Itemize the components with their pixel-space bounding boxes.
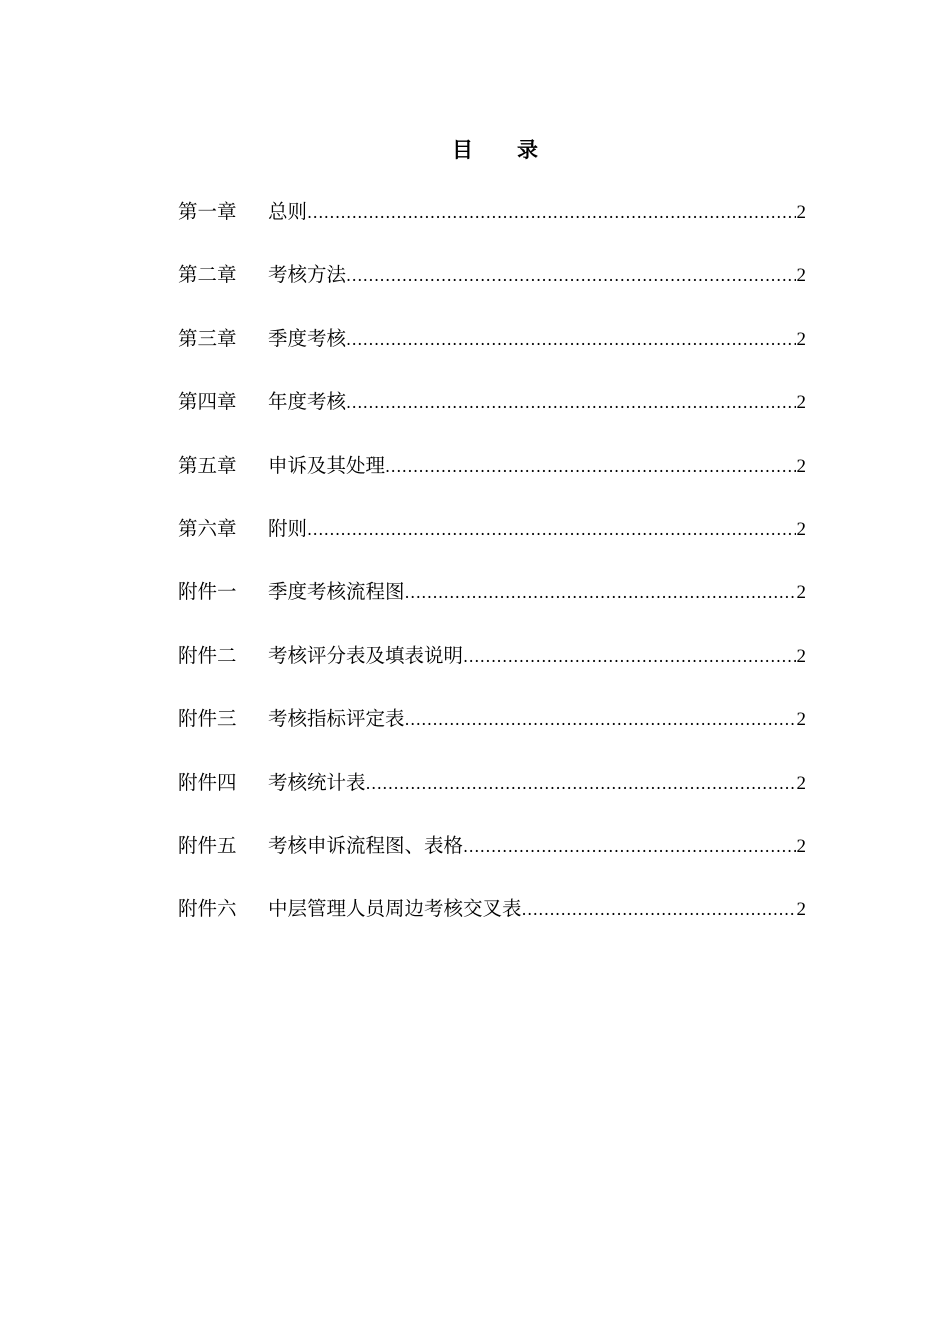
- toc-entry-page-number: 2: [796, 518, 806, 540]
- toc-entry-number: 附件四: [178, 770, 237, 794]
- toc-entry-number: 附件二: [178, 643, 237, 667]
- toc-entry-page-number: 2: [796, 328, 806, 350]
- dot-leader: [463, 831, 795, 863]
- toc-entry-page-number: 2: [796, 835, 806, 857]
- toc-entry-number: 附件六: [178, 897, 237, 921]
- toc-entry-title: 考核申诉流程图、表格: [268, 833, 464, 857]
- toc-entry-page-number: 2: [796, 392, 806, 414]
- dot-leader: [346, 260, 795, 292]
- toc-entry-chapter-6[interactable]: [178, 513, 806, 576]
- dot-leader: [366, 768, 796, 800]
- toc-entry-title: 考核评分表及填表说明: [268, 643, 464, 667]
- toc-title-char-2: 录: [517, 137, 538, 162]
- toc-entry-title: 中层管理人员周边考核交叉表: [268, 897, 522, 921]
- toc-entry-title: 年度考核: [268, 390, 347, 414]
- toc-entry-title: 总则: [268, 200, 308, 223]
- toc-entry-number: 附件一: [178, 580, 237, 604]
- toc-entry-appendix-6[interactable]: [178, 893, 806, 956]
- toc-entry-chapter-1[interactable]: [178, 196, 806, 259]
- toc-entry-page-number: 2: [796, 772, 806, 794]
- dot-leader: [346, 324, 795, 356]
- toc-entry-title: 附则: [268, 516, 308, 540]
- dot-leader: [463, 641, 795, 673]
- toc-entry-chapter-4[interactable]: [178, 386, 806, 449]
- dot-leader: [405, 704, 796, 736]
- toc-entry-number: 第一章: [178, 200, 237, 223]
- toc-title: [0, 134, 950, 164]
- toc-entry-number: 第五章: [178, 453, 237, 477]
- toc-entry-title: 申诉及其处理: [268, 453, 386, 477]
- toc-entry-appendix-3[interactable]: [178, 703, 806, 766]
- toc-entry-appendix-2[interactable]: [178, 640, 806, 703]
- toc-entry-chapter-2[interactable]: [178, 259, 806, 322]
- toc-entry-page-number: 2: [796, 265, 806, 287]
- toc-entry-title: 考核方法: [268, 263, 347, 287]
- toc-entry-page-number: 2: [796, 582, 806, 604]
- toc-entry-number: 第六章: [178, 516, 237, 540]
- dot-leader: [385, 451, 795, 483]
- dot-leader: [307, 197, 795, 229]
- toc-entry-number: 第三章: [178, 326, 237, 350]
- toc-entry-number: 附件五: [178, 833, 237, 857]
- toc-entry-appendix-1[interactable]: [178, 576, 806, 639]
- toc-entry-page-number: 2: [796, 202, 806, 223]
- toc-entry-page-number: 2: [796, 645, 806, 667]
- toc-entry-appendix-4[interactable]: [178, 767, 806, 830]
- dot-leader: [405, 577, 796, 609]
- dot-leader: [346, 387, 795, 419]
- toc-entry-page-number: 2: [796, 899, 806, 921]
- toc-entry-title: 季度考核流程图: [268, 580, 405, 604]
- toc-entry-appendix-5[interactable]: [178, 830, 806, 893]
- toc-title-char-1: 目: [452, 137, 473, 162]
- toc-entry-title: 考核指标评定表: [268, 707, 405, 731]
- toc-entry-number: 第二章: [178, 263, 237, 287]
- toc-entry-chapter-5[interactable]: [178, 450, 806, 513]
- dot-leader: [307, 514, 795, 546]
- toc-entry-title: 季度考核: [268, 326, 347, 350]
- toc-entry-page-number: 2: [796, 709, 806, 731]
- toc-entry-page-number: 2: [796, 455, 806, 477]
- toc-entry-number: 附件三: [178, 707, 237, 731]
- toc-entry-number: 第四章: [178, 390, 237, 414]
- toc-entry-title: 考核统计表: [268, 770, 366, 794]
- toc-entry-chapter-3[interactable]: [178, 323, 806, 386]
- toc-list: [178, 196, 806, 957]
- dot-leader: [522, 894, 796, 926]
